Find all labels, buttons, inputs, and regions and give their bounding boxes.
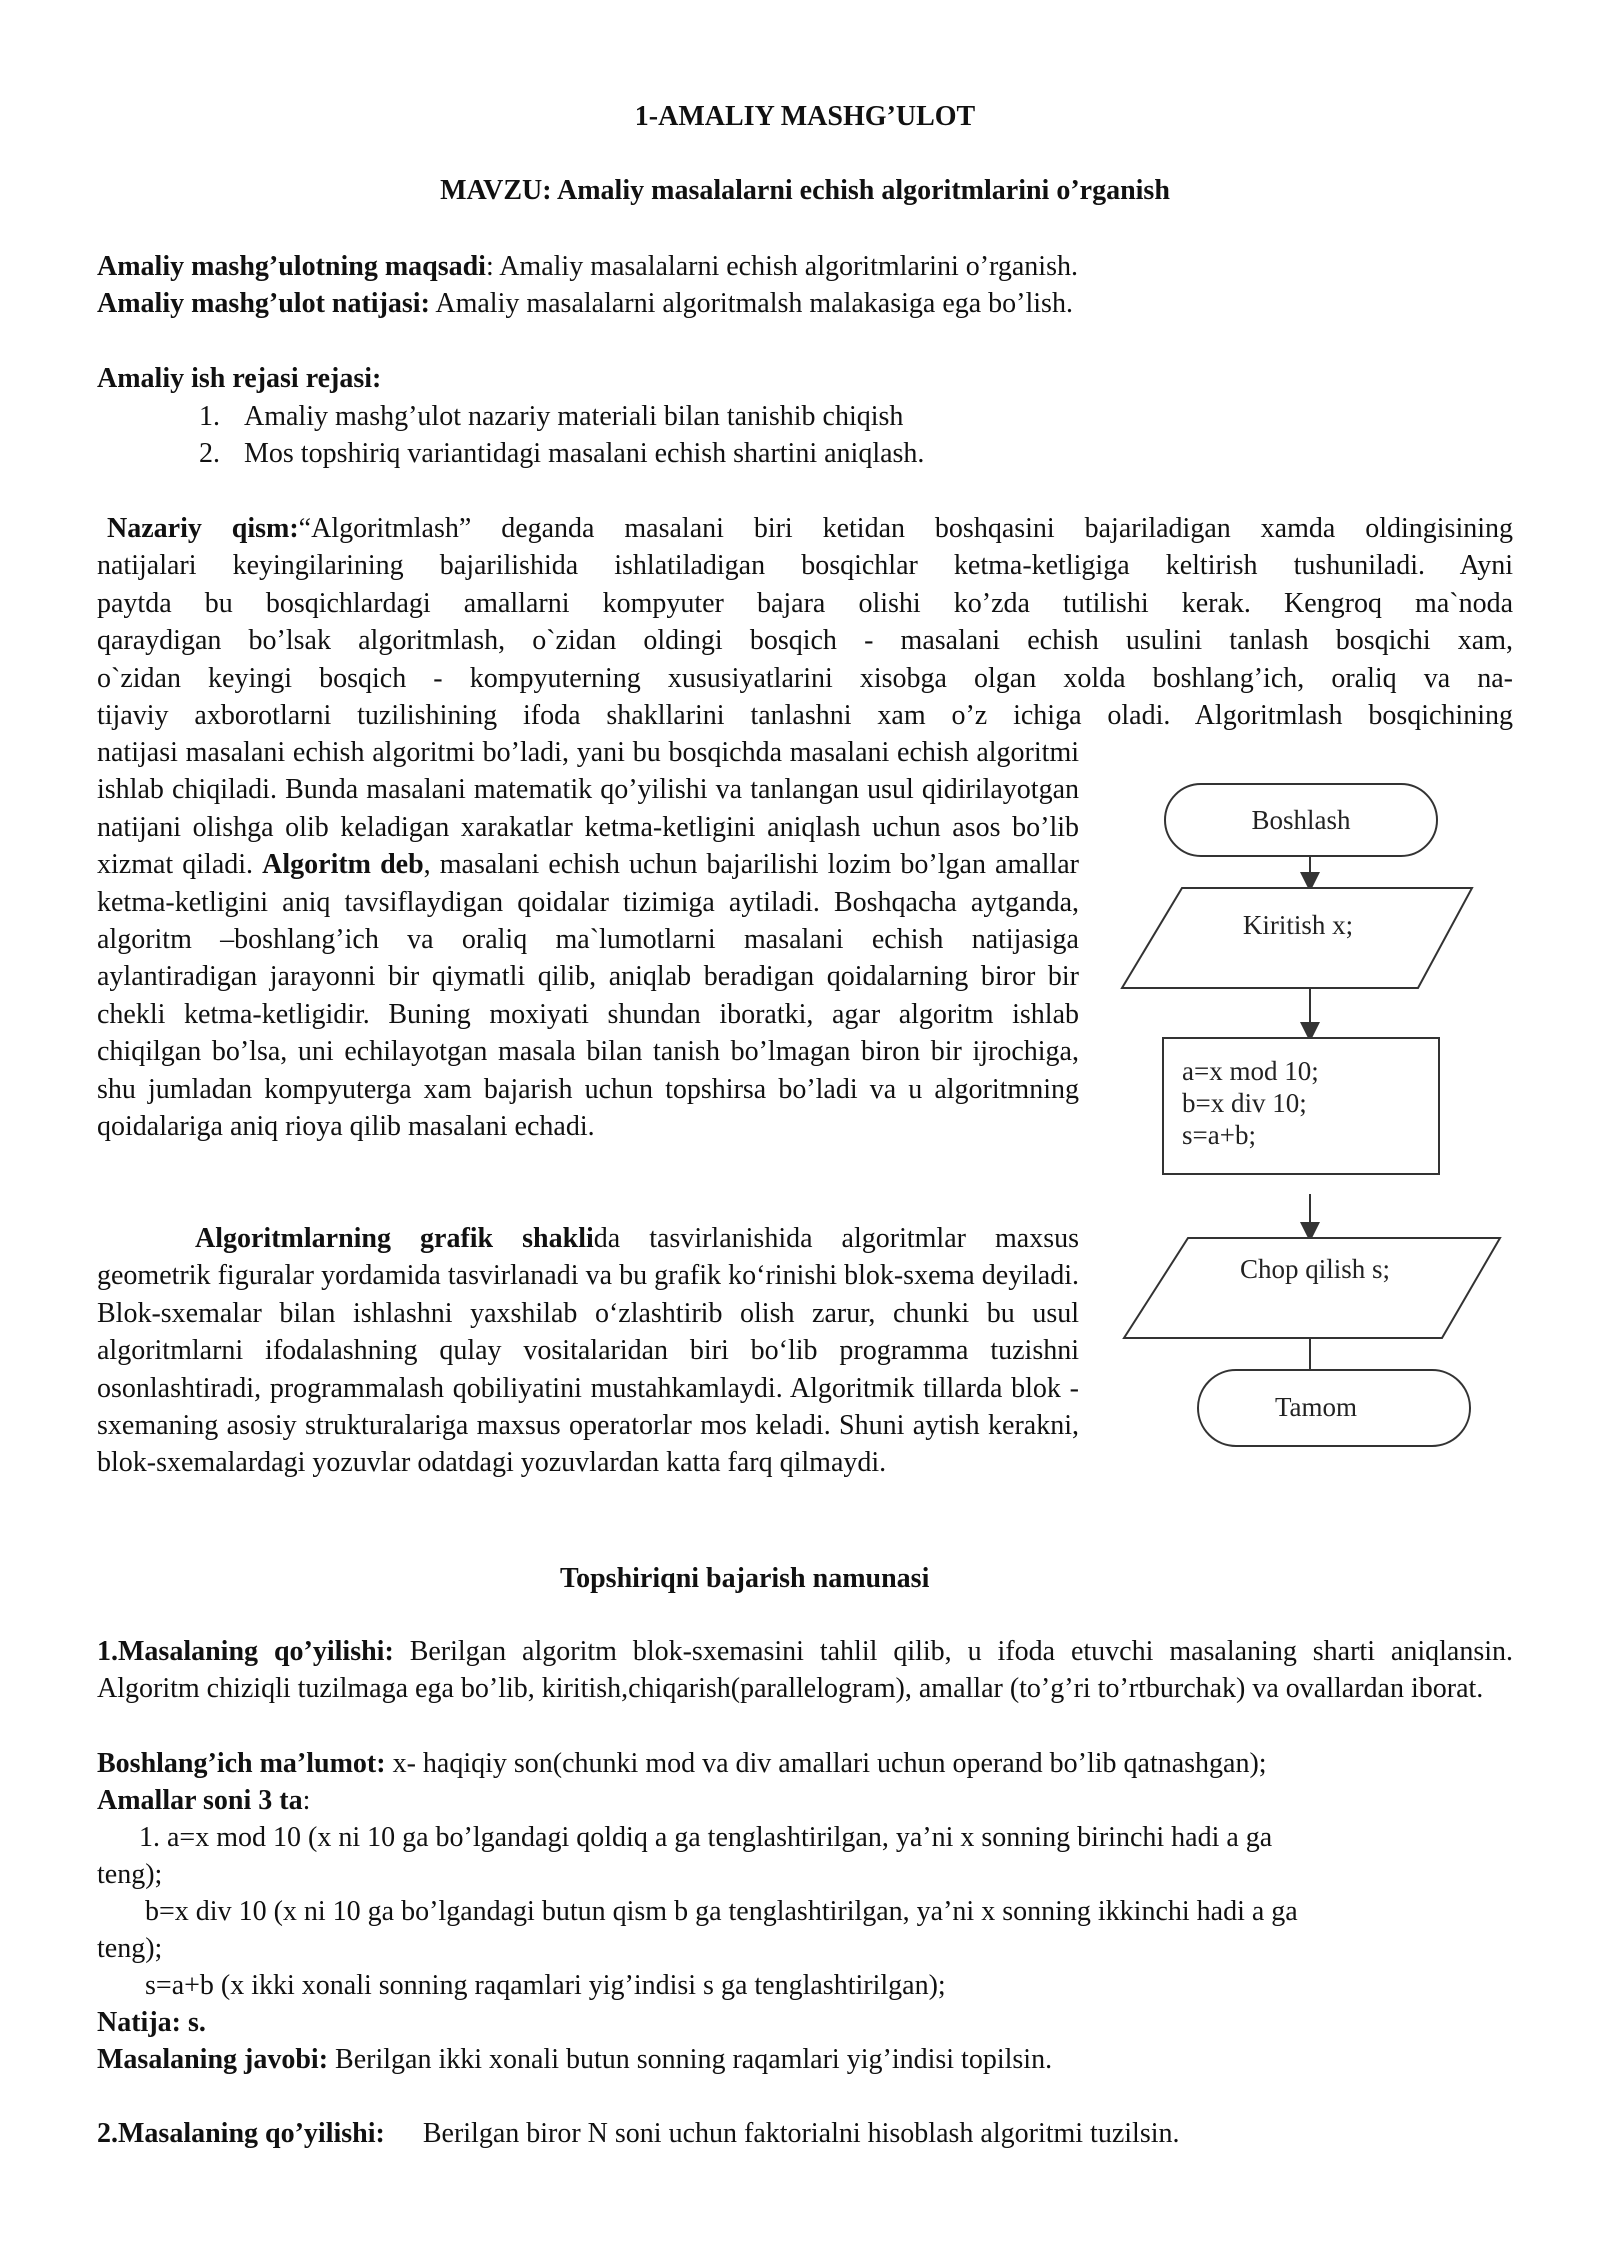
operation-2: b=x div 10 (x ni 10 ga bo’lgandagi butun qism b ga tenglashtirilgan, ya’ni x sonning ikkinchi hadi a ga [145, 1896, 1298, 1927]
task2-line [97, 2115, 1513, 2152]
page-subtitle: MAVZU: Amaliy masalalarni echish algoritmlarini o’rganish [440, 175, 1170, 206]
goal-line [97, 248, 1513, 285]
answer-label: Masalaning javobi: [97, 2044, 329, 2075]
operation-2-cont: teng); [97, 1933, 163, 1964]
input-data-text: x- haqiqiy son(chunki mod va div amallari uchun operand bo’lib qatnashgan); [385, 1748, 1267, 1779]
theory-line: natijalari keyingilarining bajarilishida ishlatiladigan bosqichlar ketma-ketligiga keltirish tushuniladi. Ayni [97, 550, 1513, 582]
flowchart-diagram [1110, 770, 1530, 1470]
theory-full-width [97, 510, 1513, 734]
plan-item-text: Amaliy mashg’ulot nazariy materiali bilan tanishib chiqish [244, 401, 904, 432]
theory-text: , masalani echish uchun bajarilishi lozim bo’lgan amallar ketma-ketligini aniq tavsiflaydigan qoidalar tizimiga aytiladi. Boshqacha aytganda, algoritm –boshlang’ich va oraliq ma`lumotlarni masalani echish natijasiga aylantiradigan jarayonni bir qiymatli qilib, aniqlab beradigan qoidalarning biror bir chekli ketma-ketligidir. Buning moxiyati shundan iboratki, agar algoritm ishlab chiqilgan bo’lsa, uni echilayotgan masala bilan tanish bo’lmagan biron bir ijrochiga, shu jumladan kompyuterga xam bajarish uchun topshirsa bo’ladi va u algoritmning qoidalariga aniq rioya qilib masalani echadi. [97, 849, 1079, 1143]
theory-line: Nazariy qism:“Algoritmlash” deganda masalani biri ketidan boshqasini bajariladigan xamda oldingisining [107, 513, 1513, 544]
plan-item-text: Mos topshiriq variantidagi masalani echish shartini aniqlash. [244, 438, 925, 469]
answer-text: Berilgan ikki xonali butun sonning raqamlari yig’indisi topilsin. [328, 2044, 1053, 2075]
flowchart [1110, 770, 1530, 1470]
algorithm-definition-term: Algoritm deb [262, 849, 424, 881]
input-label: Kiritish x; [1242, 910, 1354, 940]
ops-count-line: Amallar soni 3 ta: [97, 1785, 311, 1816]
answer-line [97, 2041, 1513, 2078]
process-line: a=x mod 10; [1182, 1056, 1319, 1086]
theory-narrow-paragraph [97, 734, 1079, 1145]
result-text: Amaliy masalalarni algoritmalsh malakasiga ega bo’lish. [429, 288, 1073, 319]
theory-line: o`zidan keyingi bosqich - kompyuterning xususiyatlarini xisobga olgan xolda boshlang’ich, oraliq va na- [97, 662, 1513, 694]
output-label: Chop qilish s; [1239, 1254, 1391, 1284]
goal-label: Amaliy mashg’ulotning maqsadi [97, 251, 486, 282]
theory-line: tijaviy axborotlarni tuzilishining ifoda shakllarini tanlashni xam o’z ichiga oladi. Algoritmlash bosqichining [97, 700, 1513, 732]
theory-text: natijasi masalani echish algoritmi bo’ladi, yani bu bosqichda masalani echish algoritmi ishlab chiqiladi. Bunda masalani matematik qo’yilishi va tanlangan usul qidirilayotgan natijani olishga olib keladigan xarakatlar ketma-ketligini aniqlash uchun asos bo’lib xizmat qiladi. [97, 737, 1079, 881]
start-terminal-label: Boshlash [1251, 805, 1351, 835]
task2-label: 2.Masalaning qo’yilishi: [97, 2118, 385, 2149]
operation-1-cont: teng); [97, 1859, 163, 1890]
sample-heading: Topshiriqni bajarish namunasi [560, 1563, 930, 1594]
task2-text: Berilgan biror N soni uchun faktorialni hisoblash algoritmi tuzilsin. [422, 2118, 1180, 2149]
output-parallelogram [1124, 1238, 1500, 1338]
task1-paragraph [97, 1633, 1513, 1708]
operation-3: s=a+b (x ikki xonali sonning raqamlari yig’indisi s ga tenglashtirilgan); [145, 1970, 946, 2001]
page-title: 1-AMALIY MASHG’ULOT [634, 101, 976, 132]
process-line: b=x div 10; [1182, 1088, 1307, 1118]
theory-line: paytda bu bosqichlardagi amallarni kompyuter bajara olishi ko’zda tutilishi kerak. Kengroq ma`noda [97, 587, 1513, 619]
theory-line: qaraydigan bo’lsak algoritmlash, o`zidan oldingi bosqich - masalani echish usulini tanlash bosqichi xam, [97, 625, 1513, 657]
task1-text: Berilgan algoritm blok-sxemasini tahlil qilib, u ifoda etuvchi masalaning sharti aniqlansin. Algoritm chiziqli tuzilmaga ega bo’lib, kiritish,chiqarish(parallelogram), amallar (to’g’ri to’rtburchak) va ovallardan iborat. [97, 1636, 1513, 1705]
end-terminal-label: Tamom [1274, 1392, 1358, 1422]
goal-text: : Amaliy masalalarni echish algoritmlarini o’rganish. [485, 251, 1078, 282]
process-line: s=a+b; [1182, 1120, 1256, 1150]
input-data-label: Boshlang’ich ma’lumot: [97, 1748, 386, 1779]
ops-count-label: Amallar soni 3 ta [97, 1785, 303, 1816]
graphic-form-paragraph [97, 1220, 1079, 1482]
task1-label: 1.Masalaning qo’yilishi: [97, 1636, 394, 1667]
result-label: Amaliy mashg’ulot natijasi: [97, 288, 430, 319]
graphic-form-term: Algoritmlarning grafik shakli [195, 1223, 594, 1254]
graphic-form-text: da tasvirlanishida algoritmlar maxsus geometrik figuralar yordamida tasvirlanadi va bu grafik ko‘rinishi blok-sxema deyiladi. Blok-sxemalar bilan ishlashni yaxshilab o‘zlashtirib olish zarur, chunki bu usul algoritmlarni ifodalashning qulay vositalaridan biri bo‘lib programma tuzishni osonlashtiradi, programmalash qobiliyatini mustahkamlaydi. Algoritmik tillarda blok - sxemaning asosiy strukturalariga maxsus operatorlar mos keladi. Shuni aytish kerakni, blok-sxemalardagi yozuvlar odatdagi yozuvlardan katta farq qilmaydi. [97, 1223, 1079, 1479]
plan-item-number: 2. [199, 438, 220, 469]
input-data-line [97, 1745, 1513, 1782]
operation-1: 1. a=x mod 10 (x ni 10 ga bo’lgandagi qoldiq a ga tenglashtirilgan, ya’ni x sonning birinchi hadi a ga [139, 1822, 1273, 1853]
result-variable: Natija: s. [97, 2007, 206, 2038]
theory-label: Nazariy qism: [107, 513, 299, 544]
plan-heading: Amaliy ish rejasi rejasi: [97, 363, 382, 394]
result-line [97, 285, 1513, 322]
plan-item-number: 1. [199, 401, 220, 432]
